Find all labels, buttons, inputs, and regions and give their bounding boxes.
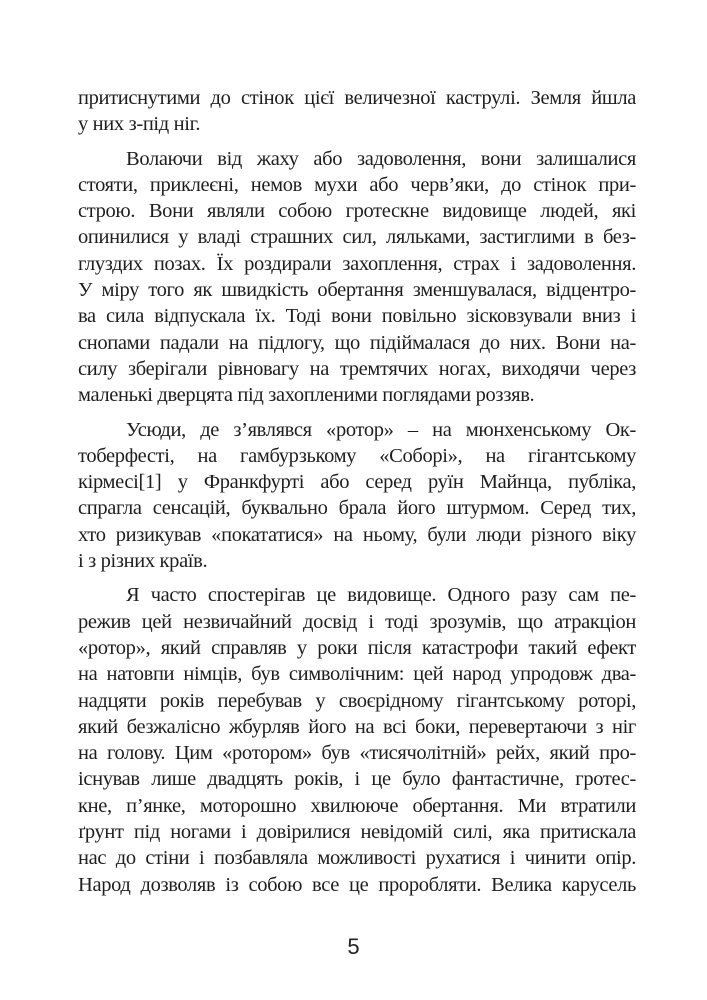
text-line: на голову. Цим «ротором» був «тисячолітній» рейх, який про- [78,742,636,765]
text-line: стояти, приклеєні, немов мухи або черв’яки, до стінок при- [78,173,636,196]
text-line: існував лише двадцять років, і це було фантастичне, гротес- [78,768,636,791]
text-line: який безжалісно жбурляв його на всі боки, перевертаючи з ніг [78,715,636,738]
text-line: снопами падали на підлогу, що підіймалася до них. Вони на- [78,331,636,354]
text-line: силу зберігали рівновагу на тремтячих ногах, виходячи через [78,357,636,380]
paragraph [78,582,636,898]
text-line: «ротор», який справляв у роки після катастрофи такий ефект [78,636,636,659]
text-line: Усюди, де з’являвся «ротор» – на мюнхенському Ок- [126,418,636,441]
text-line: строю. Вони являли собою гротескне видовище людей, які [78,200,636,223]
text-line: маленькі дверцята під захопленими поглядами роззяв. [78,384,535,407]
text-line: на натовпи німців, був символічним: цей народ упродовж два- [78,663,636,686]
text-line: надцяти років перебував у своєрідному гігантському роторі, [78,689,636,712]
text-line: опинилися у владі страшних сил, ляльками, застиглими в без- [78,226,636,249]
paragraph [78,85,636,138]
text-line: притиснутими до стінок цієї величезної каструлі. Земля йшла [78,87,636,109]
page-number: 5 [347,934,360,959]
paragraph [78,146,636,409]
text-line: кірмесі[1] у Франкфурті або серед руїн Майнца, публіка, [78,471,636,494]
text-line: спрагла сенсацій, буквально брала його штурмом. Серед тих, [78,497,636,520]
text-line: і з різних країв. [78,550,208,573]
text-line: глуздих позах. Їх роздирали захоплення, страх і задоволення. [78,252,636,275]
page-body [78,85,636,906]
text-line: Я часто спостерігав це видовище. Одного разу сам пе- [126,584,636,607]
text-line: Народ дозволяв із собою все це проробляти. Велика карусель [78,873,636,896]
text-line: нас до стіни і позбавляла можливості рухатися і чинити опір. [78,847,636,870]
text-line: у них з-під ніг. [78,113,201,136]
text-line: режив цей незвичайний досвід і тоді зрозумів, що атракціон [78,610,636,633]
text-line: ґрунт під ногами і довірилися невідомій силі, яка притискала [78,821,636,844]
text-line: кне, п’янке, моторошно хвилююче обертання. Ми втратили [78,794,636,817]
text-line: Волаючи від жаху або задоволення, вони залишалися [126,147,636,170]
paragraph [78,417,636,575]
text-line: тоберфесті, на гамбурзькому «Соборі», на гігантському [78,444,636,467]
text-line: хто ризикував «покататися» на ньому, були люди різного віку [78,523,636,546]
text-line: ва сила відпускала їх. Тоді вони повільно зісковзували вниз і [78,305,636,328]
text-line: У міру того як швидкість обертання зменшувалася, відцентро- [78,279,636,302]
